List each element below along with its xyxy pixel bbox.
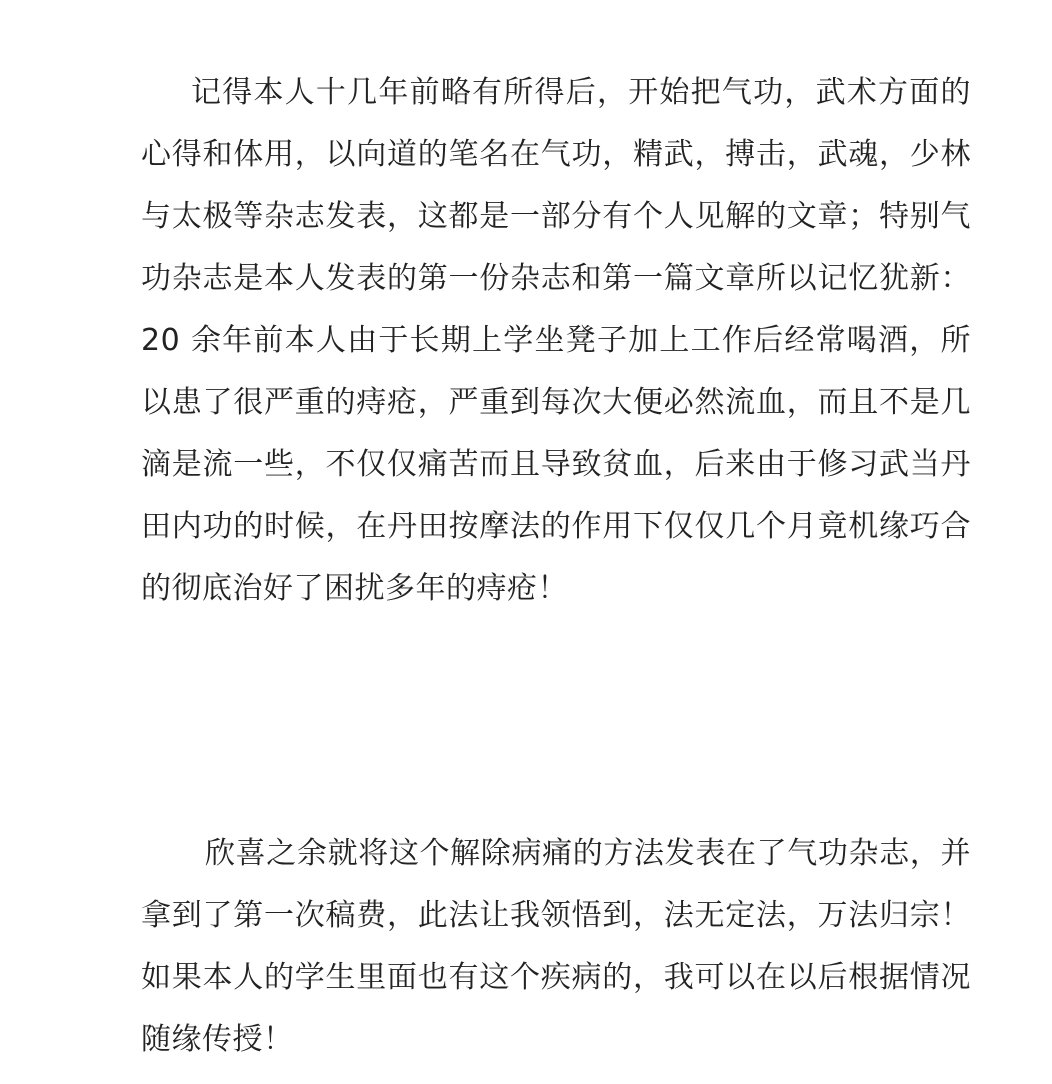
article-body: [141, 62, 971, 1071]
paragraph-publication: 欣喜之余就将这个解除病痛的方法发表在了气功杂志，并拿到了第一次稿费，此法让我领悟到，法无定法，万法归宗！如果本人的学生里面也有这个疾病的，我可以在以后根据情况随缘传授！: [141, 836, 971, 1057]
paragraph-hemorrhoid-story: 记得本人十几年前略有所得后，开始把气功，武术方面的心得和体用，以向道的笔名在气功，精武，搏击，武魂，少林与太极等杂志发表，这都是一部分有个人见解的文章；特别气功杂志是本人发表的第一份杂志和第一篇文章所以记忆犹新：20 余年前本人由于长期上学坐凳子加上工作后经常喝酒，所以患了很严重的痔疮，严重到每次大便必然流血，而且不是几滴是流一些，不仅仅痛苦而且导致贫血，后来由于修习武当丹田内功的时候，在丹田按摩法的作用下仅仅几个月竟机缘巧合的彻底治好了困扰多年的痔疮！: [141, 75, 971, 606]
paragraph-gap: [141, 620, 971, 823]
